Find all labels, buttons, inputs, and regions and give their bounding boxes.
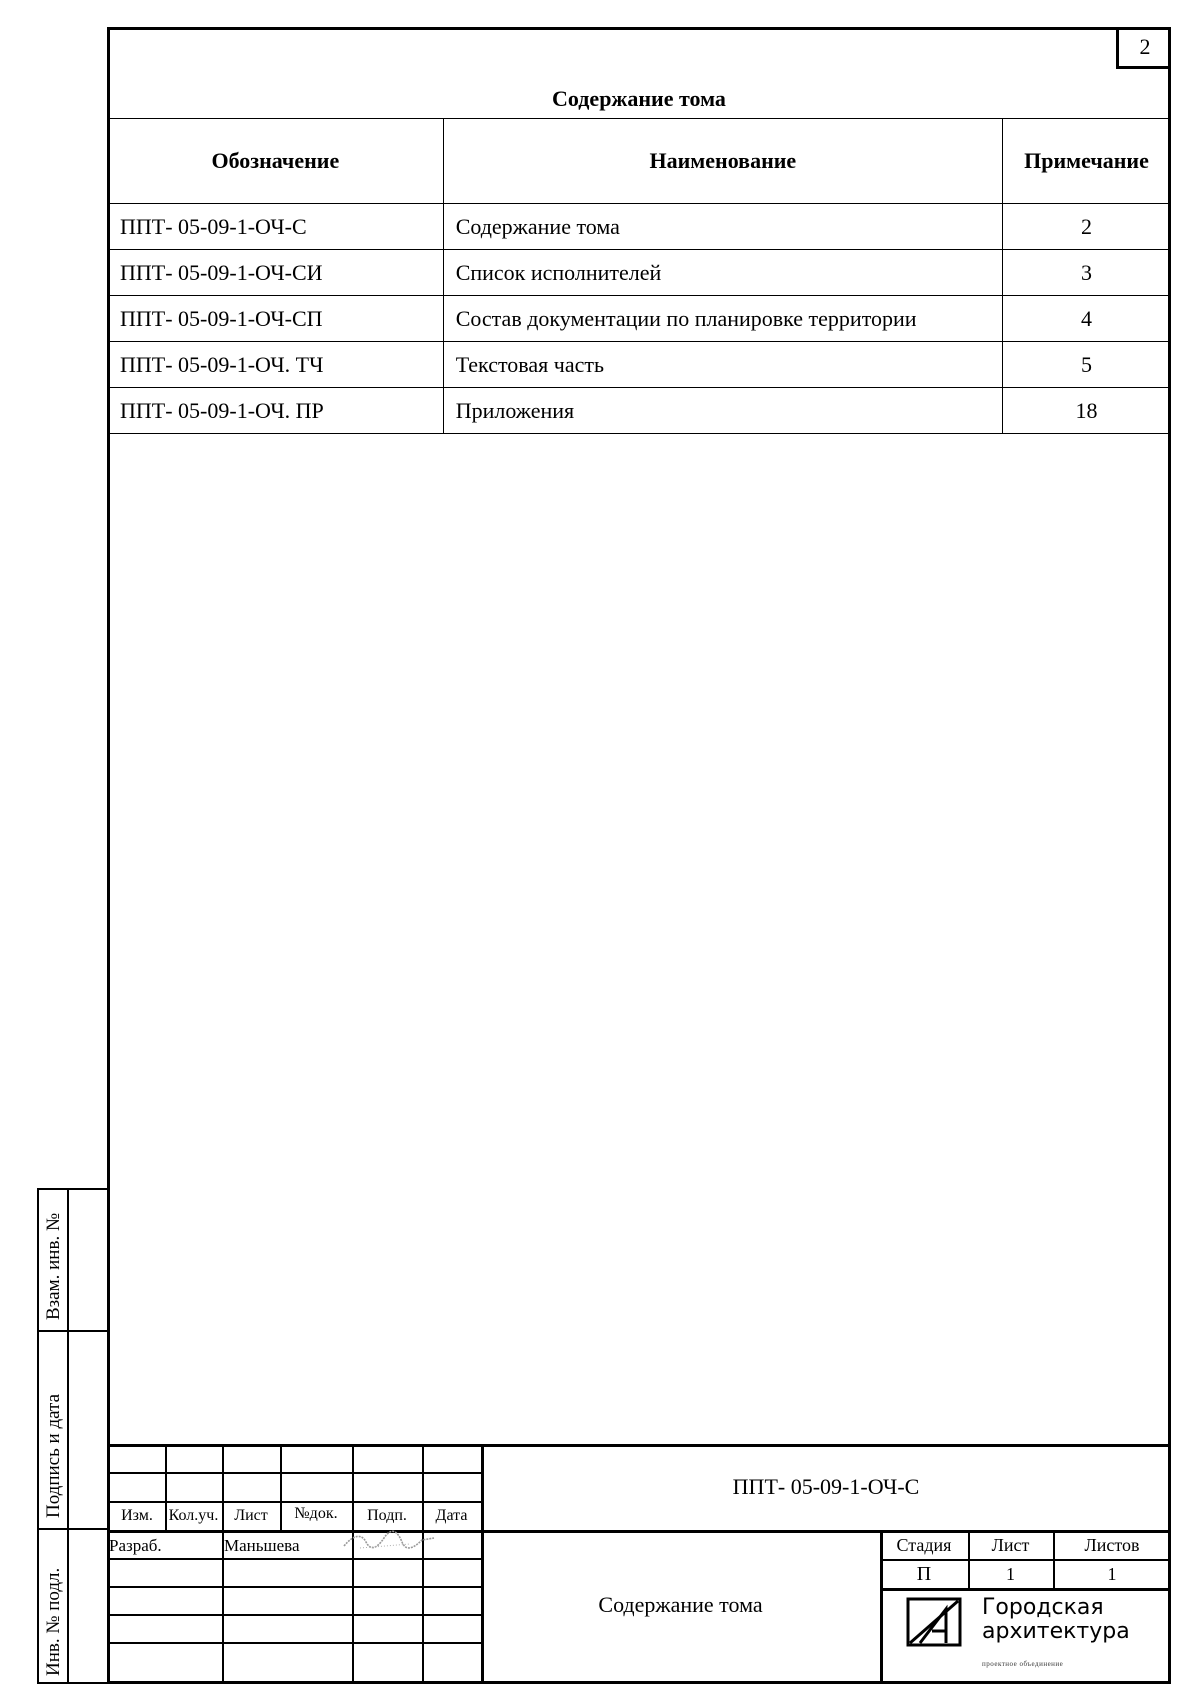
row-note: 4 xyxy=(1003,296,1171,342)
row-note: 18 xyxy=(1003,388,1171,434)
company-name-line2: архитектура xyxy=(982,1619,1130,1644)
company-tagline: проектное объединение xyxy=(982,1660,1064,1668)
razrab-name: Маньшева xyxy=(224,1536,300,1555)
page-number: 2 xyxy=(1116,27,1171,69)
label-vzam-inv: Взам. инв. № xyxy=(43,1212,64,1320)
label-podpis-data: Подпись и дата xyxy=(43,1393,64,1518)
col-label-data: Дата xyxy=(435,1507,468,1524)
label-sheet: Лист xyxy=(991,1535,1030,1555)
col-label-koluch: Кол.уч. xyxy=(168,1507,219,1524)
sheet-value: 1 xyxy=(1006,1564,1015,1584)
row-designation: ППТ- 05-09-1-ОЧ-С xyxy=(108,204,444,250)
table-row xyxy=(108,204,1171,250)
row-note: 3 xyxy=(1003,250,1171,296)
label-stage: Стадия xyxy=(896,1535,952,1555)
row-name: Состав документации по планировке территории xyxy=(443,296,1002,342)
row-name: Приложения xyxy=(443,388,1002,434)
label-razrab: Разраб. xyxy=(109,1536,162,1555)
label-sheets: Листов xyxy=(1084,1535,1140,1555)
row-designation: ППТ- 05-09-1-ОЧ. ТЧ xyxy=(108,342,444,388)
page-title: Содержание тома xyxy=(552,86,726,111)
row-designation: ППТ- 05-09-1-ОЧ-СП xyxy=(108,296,444,342)
table-row xyxy=(108,342,1171,388)
row-designation: ППТ- 05-09-1-ОЧ-СИ xyxy=(108,250,444,296)
table-row xyxy=(108,250,1171,296)
city-architecture-logo-icon xyxy=(906,1597,962,1647)
company-name xyxy=(982,1596,1130,1644)
row-name: Содержание тома xyxy=(443,204,1002,250)
document-title: Содержание тома xyxy=(598,1592,763,1617)
col-label-list: Лист xyxy=(234,1507,268,1524)
table-row xyxy=(108,296,1171,342)
col-label-ndok: №док. xyxy=(294,1505,338,1522)
table-row xyxy=(108,388,1171,434)
row-name: Текстовая часть xyxy=(443,342,1002,388)
stage-value: П xyxy=(916,1563,932,1585)
sheets-value: 1 xyxy=(1107,1564,1117,1584)
document-code: ППТ- 05-09-1-ОЧ-С xyxy=(732,1474,920,1499)
label-inv-podl: Инв. № подл. xyxy=(43,1567,64,1676)
col-label-podp: Подп. xyxy=(367,1507,407,1524)
row-note: 5 xyxy=(1003,342,1171,388)
header-note: Примечание xyxy=(1003,119,1171,204)
row-note: 2 xyxy=(1003,204,1171,250)
header-name: Наименование xyxy=(443,119,1002,204)
row-designation: ППТ- 05-09-1-ОЧ. ПР xyxy=(108,388,444,434)
signature-icon xyxy=(340,1528,440,1556)
col-label-izm: Изм. xyxy=(121,1507,153,1524)
contents-table xyxy=(107,118,1171,434)
header-designation: Обозначение xyxy=(108,119,444,204)
row-name: Список исполнителей xyxy=(443,250,1002,296)
company-name-line1: Городская xyxy=(982,1595,1104,1620)
table-header-row xyxy=(108,119,1171,204)
